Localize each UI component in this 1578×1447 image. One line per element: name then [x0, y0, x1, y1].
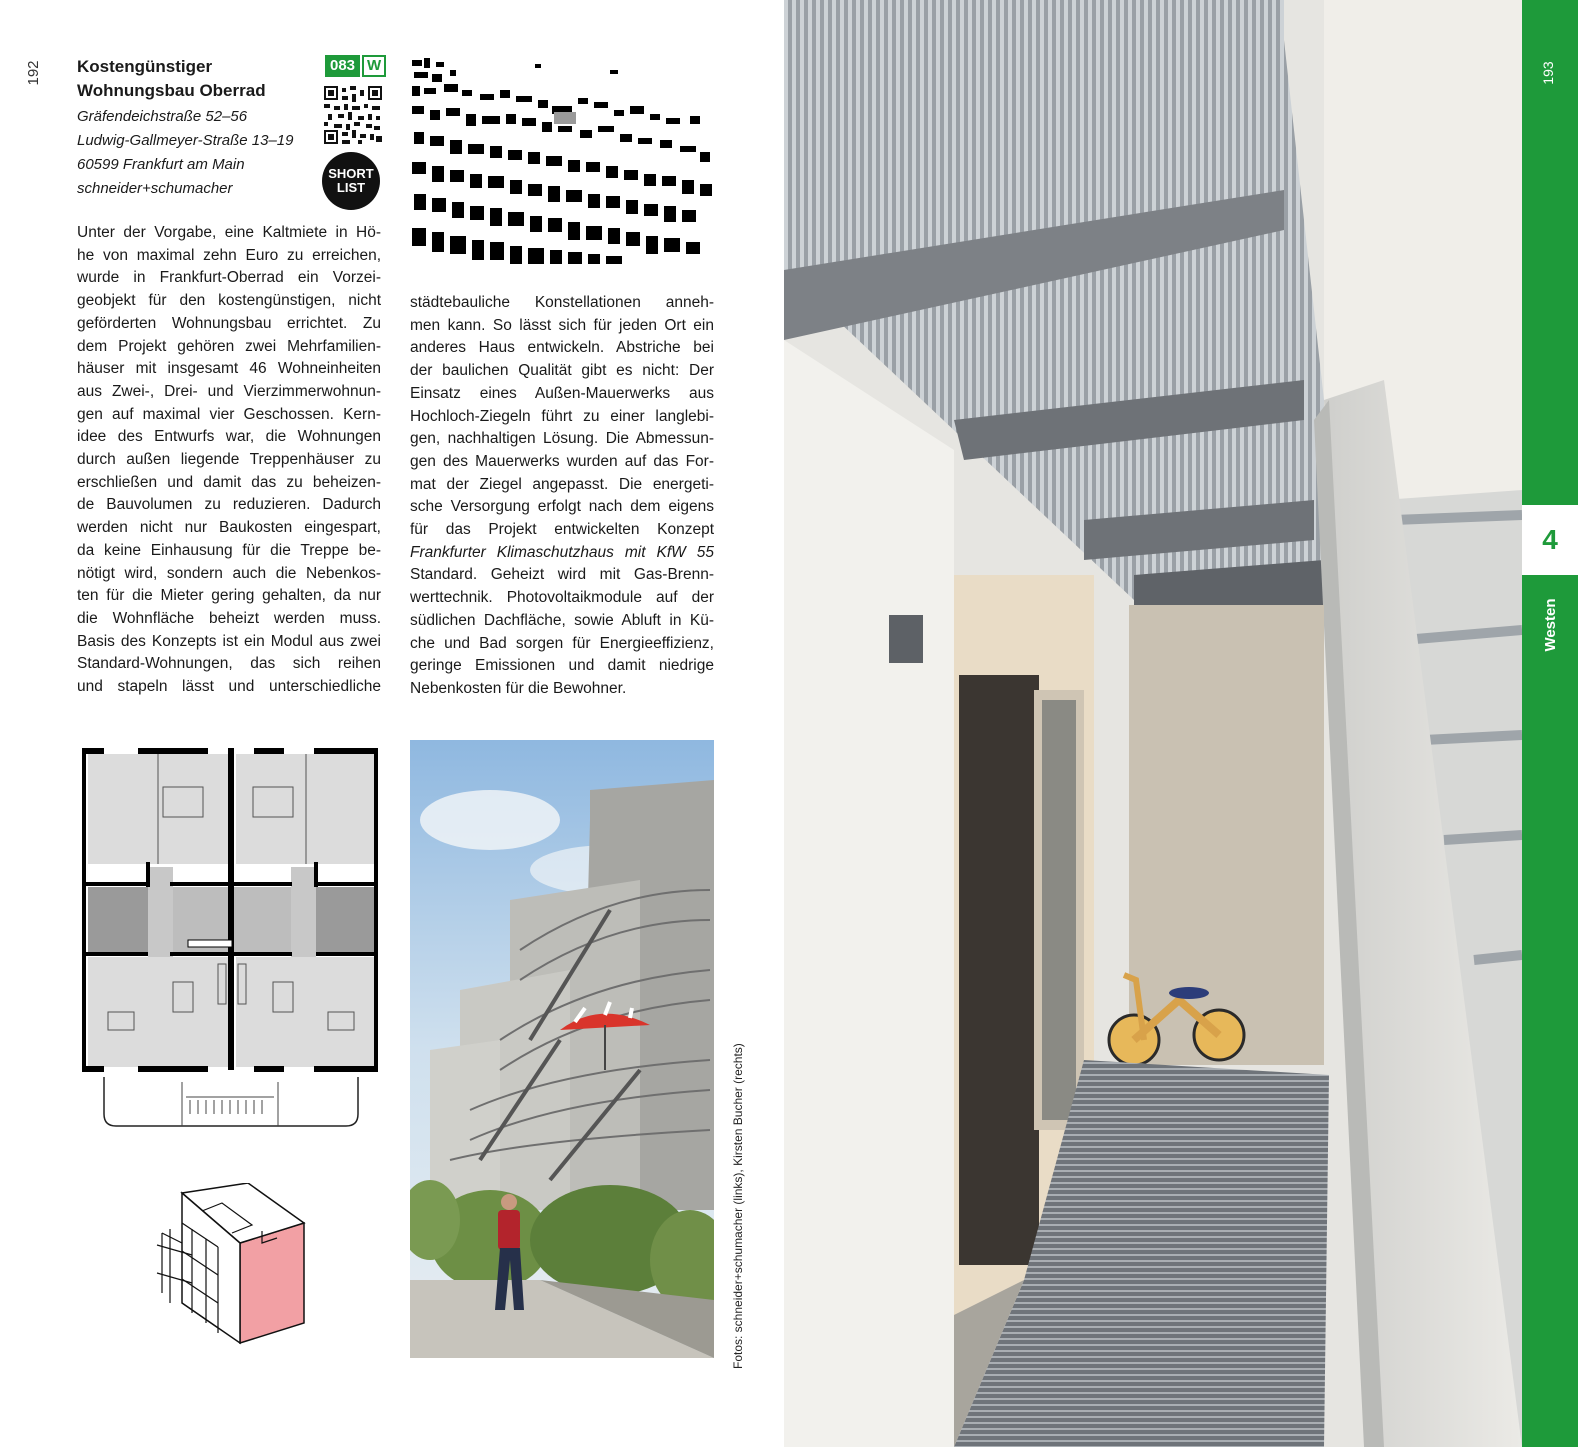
site-plan-map	[410, 56, 715, 266]
text-line: Frankfurter Klimaschutzhaus mit KfW 55	[410, 543, 714, 561]
shortlist-seal	[322, 152, 380, 210]
chapter-side-tab	[1522, 0, 1578, 1447]
text-line: und stapeln lässt und unterschiedliche	[77, 678, 381, 696]
text-line: Unter der Vorgabe, eine Kaltmiete in Hö-	[77, 224, 381, 241]
text-line: geobjekt für den kostengünstigen, nicht	[77, 292, 381, 310]
page-number-left: 192	[24, 60, 42, 86]
text-line: erschließen und damit das zu beheizen-	[77, 473, 381, 491]
balcony-interior-photo	[784, 0, 1522, 1447]
text-line: häuser mit insgesamt 46 Wohneinheiten	[77, 360, 381, 378]
text-line: idee des Entwurfs war, die Wohnungen	[77, 428, 381, 446]
text-line: Standard-Wohnungen, das sich reihen	[77, 655, 381, 673]
photo-credit: Fotos: schneider+schumacher (links), Kirsten Bucher (rechts)	[731, 1043, 745, 1369]
text-line: gen des Mauerwerks wurden auf das For-	[410, 452, 714, 470]
shortlist-line-1: SHORT	[328, 166, 374, 181]
text-line: wurde in Frankfurt-Oberrad ein Vorzei-	[77, 269, 381, 287]
text-line: die Wohnfläche beheizt werden muss.	[77, 609, 381, 627]
text-line: ten für die Mieter gering gehalten, da nur	[77, 587, 381, 605]
shortlist-line-2: LIST	[336, 180, 366, 195]
text-line: werttechnik. Photovoltaikmodule auf der	[410, 589, 714, 607]
text-line: he von maximal zehn Euro zu erreichen,	[77, 246, 381, 264]
address-line: Gräfendeichstraße 52–56	[77, 108, 248, 125]
text-line: Einsatz eines Außen-Mauerwerks aus	[410, 384, 714, 402]
text-line: che und Bad sorgen für Energieeffizienz,	[410, 634, 714, 652]
body-text-column-1	[77, 222, 381, 699]
title-line-2: Wohnungsbau Oberrad	[77, 81, 266, 100]
page-number-right: 193	[1540, 61, 1556, 85]
text-line: sche Versorgung erfolgt nach dem eigens	[410, 498, 714, 516]
text-line: gen auf maximal vier Geschossen. Kern-	[77, 405, 381, 423]
chapter-number: 4	[1522, 505, 1578, 575]
text-line: geförderten Wohnungsbau errichtet. Zu	[77, 314, 381, 332]
badge-number: 083	[325, 55, 360, 77]
body-text-column-2	[410, 292, 714, 701]
project-address	[77, 105, 317, 201]
text-line: gen, nachhaltigen Lösung. Die Abmessun-	[410, 430, 714, 448]
project-title	[77, 55, 317, 103]
text-line: durch außen liegende Treppenhäuser zu	[77, 451, 381, 469]
text-line: Nebenkosten für die Bewohner.	[410, 679, 627, 697]
text-line: mat der Ziegel angepasst. Die energeti-	[410, 475, 714, 493]
badge-region: W	[362, 55, 386, 77]
text-line: nötigt wird, sondern auch die Nebenkos-	[77, 564, 381, 582]
text-line: de Bauvolumen zu reduzieren. Dadurch	[77, 496, 381, 514]
address-line: Ludwig-Gallmeyer-Straße 13–19	[77, 132, 294, 149]
text-line: men kann. So lässt sich für jeden Ort ein	[410, 316, 714, 334]
floor-plan	[78, 742, 383, 1132]
chapter-label: Westen	[1541, 598, 1559, 652]
project-badge	[325, 55, 386, 77]
text-line: Hochloch-Ziegeln führt zu einer langlebi-	[410, 407, 714, 425]
text-line: der baulichen Qualität gibt es nicht: Der	[410, 362, 714, 380]
title-line-1: Kostengünstiger	[77, 57, 213, 76]
text-line: für das Projekt entwickelten Konzept	[410, 521, 714, 539]
text-line: werden nicht nur Baukosten eingespart,	[77, 519, 381, 537]
text-line: aus Zwei-, Drei- und Vierzimmerwohnun-	[77, 382, 381, 400]
architect-line: schneider+schumacher	[77, 180, 233, 197]
text-line: da keine Einhausung für die Treppe be-	[77, 541, 381, 559]
text-line: Basis des Konzepts ist ein Modul aus zwei	[77, 632, 381, 650]
text-line: Standard. Geheizt wird mit Gas-Brenn-	[410, 566, 714, 584]
address-line: 60599 Frankfurt am Main	[77, 156, 245, 173]
text-line: dem Projekt gehören zwei Mehrfamilien-	[77, 337, 381, 355]
qr-code-icon[interactable]	[324, 86, 382, 144]
text-line: südlichen Dachfläche, sowie Abluft in Kü-	[410, 611, 714, 629]
building-exterior-photo	[410, 740, 714, 1358]
text-line: städtebauliche Konstellationen anneh-	[410, 294, 714, 311]
text-line: geringe Emissionen und damit niedrige	[410, 657, 714, 675]
text-line: anderes Haus entwickeln. Abstriche bei	[410, 339, 714, 357]
isometric-sketch	[152, 1183, 312, 1353]
